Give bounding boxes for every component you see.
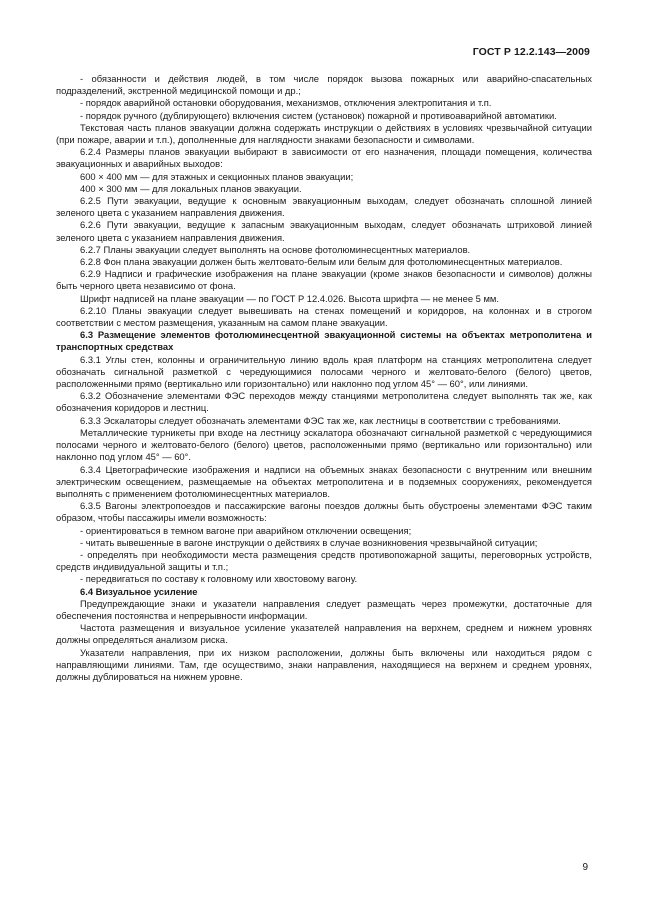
clause-6-2-7: 6.2.7 Планы эвакуации следует выполнять на основе фотолюминесцентных материалов. (80, 243, 471, 255)
list-item: - передвигаться по составу к головному или хвостовому вагону. (80, 573, 358, 585)
section-heading-6-4: 6.4 Визуальное усиление (80, 585, 198, 597)
clause-6-2-5: 6.2.5 Пути эвакуации, ведущие к основным эвакуационным выходам, следует обозначать сплошной линией зеленого цвета с указанием направления движения. (56, 195, 592, 219)
list-item: - ориентироваться в темном вагоне при аварийном отключении освещения; (80, 524, 412, 536)
list-item: - порядок аварийной остановки оборудования, механизмов, отключения электропитания и т.п. (80, 97, 492, 109)
list-item: - определять при необходимости места размещения средств противопожарной защиты, переговорных устройств, средств индивидуальной защиты и т.п.; (56, 548, 592, 573)
paragraph: Текстовая часть планов эвакуации должна содержать инструкции о действиях в условиях чрезвычайной ситуации (при пожаре, аварии и т.п.), дополненные для наглядности знаками безопасности и символами. (56, 121, 592, 146)
list-item: - читать вывешенные в вагоне инструкции о действиях в случае возникновения чрезвычайной ситуации; (80, 536, 538, 548)
clause-6-3-3: 6.3.3 Эскалаторы следует обозначать элементами ФЭС так же, как лестницы в соответствии с требованиями. (80, 414, 561, 426)
paragraph: Частота размещения и визуальное усиление указателей направления на верхнем, среднем и нижнем уровнях должны определяться анализом риска. (56, 622, 592, 646)
size-item: 600 × 400 мм — для этажных и секционных планов эвакуации; (80, 170, 354, 182)
document-body (56, 73, 592, 683)
paragraph: Металлические турникеты при входе на лестницу эскалатора обозначают сигнальной разметкой с чередующимися полосами черного и желтовато-белого (белого) цветов, расположенными прямо (вертикально или горизонтально) или наклонно под углом 45° — 60°. (56, 426, 592, 463)
clause-6-3-5: 6.3.5 Вагоны электропоездов и пассажирские вагоны поездов должны быть обустроены элементами ФЭС таким образом, чтобы пассажиры имели возможность: (56, 500, 592, 524)
clause-6-2-10: 6.2.10 Планы эвакуации следует вывешивать на стенах помещений и коридоров, на колоннах и в строгом соответствии с местом размещения, указанным на самом плане эвакуации. (56, 304, 592, 329)
paragraph: Указатели направления, при их низком расположении, должны быть включены или находиться рядом с направляющими линиями. Там, где осуществимо, знаки направления, находящиеся на верхнем и среднем уровнях, должны дублироваться на нижнем уровне. (56, 646, 592, 682)
paragraph: Шрифт надписей на плане эвакуации — по ГОСТ Р 12.4.026. Высота шрифта — не менее 5 мм. (80, 292, 499, 304)
clause-6-3-2: 6.3.2 Обозначение элементами ФЭС переходов между станциями метрополитена следует выполнять так же, как обозначения коридоров и лестниц. (56, 390, 592, 414)
page-number: 9 (582, 862, 588, 873)
size-item: 400 × 300 мм — для локальных планов эвакуации. (80, 182, 302, 194)
list-item: - порядок ручного (дублирующего) включения систем (установок) пожарной и противоаварийной автоматики. (80, 109, 557, 121)
section-heading-6-3: 6.3 Размещение элементов фотолюминесцентной эвакуационной системы на объектах метрополитена и транспортных средствах (56, 329, 592, 353)
paragraph: Предупреждающие знаки и указатели направления следует размещать через промежутки, достаточные для обеспечения постоянства и непрерывности информации. (56, 597, 592, 621)
clause-6-2-9: 6.2.9 Надписи и графические изображения на плане эвакуации (кроме знаков безопасности и символов) должны быть черного цвета независимо от фона. (56, 268, 592, 292)
clause-6-2-8: 6.2.8 Фон плана эвакуации должен быть желтовато-белым или белым для фотолюминесцентных материалов. (80, 256, 563, 268)
clause-6-3-1: 6.3.1 Углы стен, колонны и ограничительную линию вдоль края платформ на станциях метрополитена следует обозначать сигнальной разметкой с чередующимися полосами черного и желтовато-белого (белого) цветов, расположенными прямо (вертикально или горизонтально) или наклонно под углом 45° — 60°, или линиями. (56, 353, 592, 390)
standard-code: ГОСТ Р 12.2.143—2009 (472, 46, 590, 58)
clause-6-3-4: 6.3.4 Цветографические изображения и надписи на объемных знаках безопасности с внутренним или внешним электрическим освещением, размещаемые на объектах метрополитена и в подземных сооружениях, рекомендуется выполнять с применением фотолюминесцентных материалов. (56, 463, 592, 499)
clause-6-2-6: 6.2.6 Пути эвакуации, ведущие к запасным эвакуационным выходам, следует обозначать штриховой линией зеленого цвета с указанием направления движения. (56, 219, 592, 243)
clause-6-2-4: 6.2.4 Размеры планов эвакуации выбирают в зависимости от его назначения, площади помещения, количества эвакуационных и аварийных выходов: (56, 146, 592, 170)
list-item: - обязанности и действия людей, в том числе порядок вызова пожарных или аварийно-спасательных подразделений, экстренной медицинской помощи и др.; (56, 73, 592, 97)
